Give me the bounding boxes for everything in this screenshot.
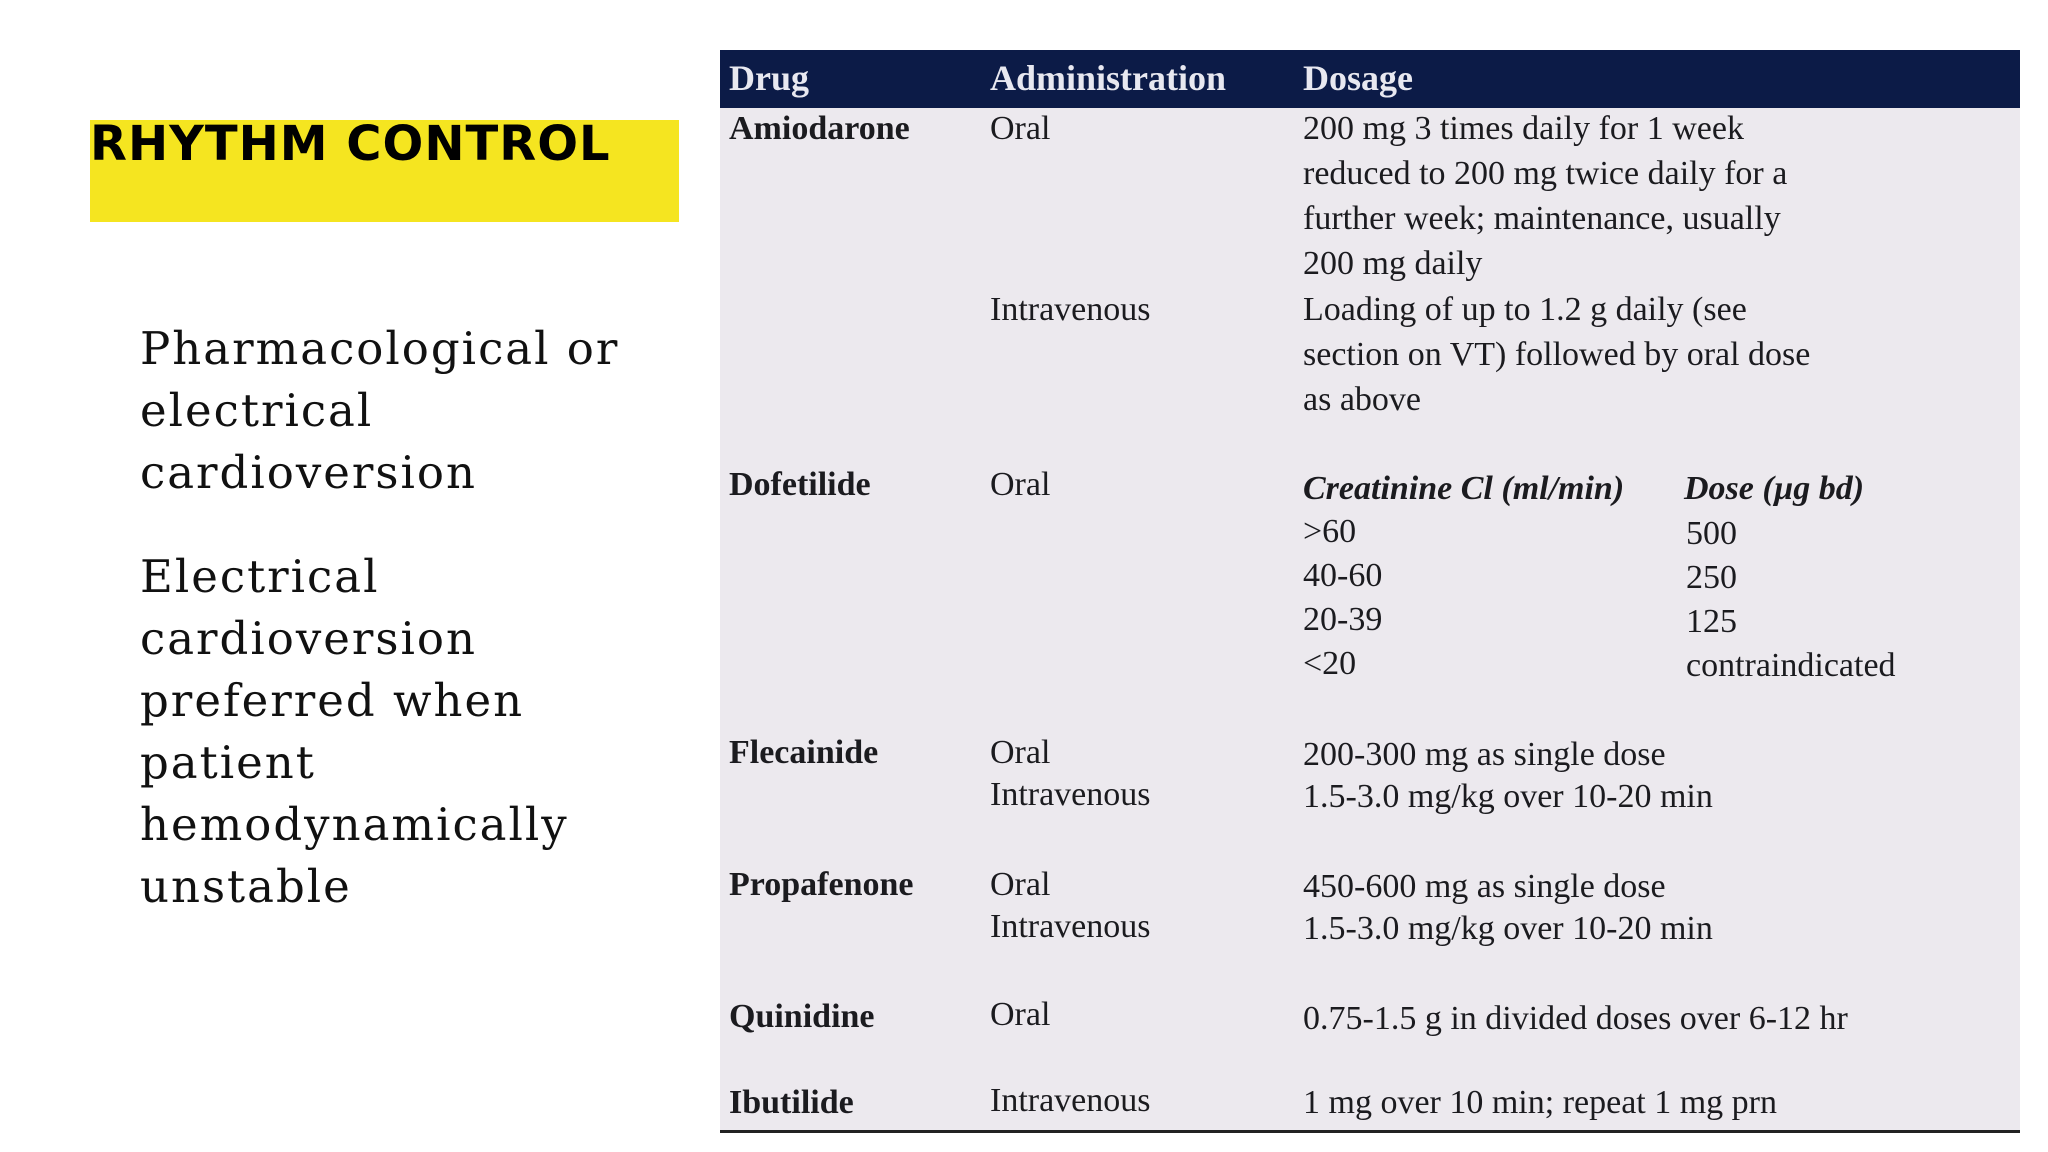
admin-quinidine: Oral [990, 996, 1051, 1033]
drug-propafenone: Propafenone [729, 866, 914, 903]
dofetilide-cl-row-4: <20 [1303, 645, 1357, 682]
dofetilide-cl-row-3: 20-39 [1303, 601, 1383, 638]
bullet-cardioversion-types: Pharmacological or electrical cardioversion [140, 322, 620, 499]
dose-propafenone-iv: 1.5-3.0 mg/kg over 10-20 min [1303, 910, 1713, 947]
table-header-row [720, 50, 2020, 108]
dose-propafenone-oral: 450-600 mg as single dose [1303, 868, 1666, 905]
dose-amiodarone-oral-2: reduced to 200 mg twice daily for a [1303, 155, 1788, 192]
dofetilide-dose-row-2: 250 [1686, 559, 1737, 596]
admin-amiodarone-iv: Intravenous [990, 291, 1151, 328]
drug-flecainide: Flecainide [729, 734, 879, 771]
dose-amiodarone-iv-2: section on VT) followed by oral dose [1303, 336, 1811, 373]
admin-ibutilide: Intravenous [990, 1082, 1151, 1119]
dofetilide-dose-head: Dose (µg bd) [1684, 470, 1865, 507]
table-bottom-rule [720, 1130, 2020, 1133]
dose-amiodarone-oral-1: 200 mg 3 times daily for 1 week [1303, 110, 1744, 147]
bullet-electrical-preferred: Electrical cardioversion preferred when patient hemodynamically unstable [140, 550, 569, 913]
drug-amiodarone: Amiodarone [729, 110, 910, 147]
dofetilide-cl-row-1: >60 [1303, 513, 1357, 550]
dose-flecainide-iv: 1.5-3.0 mg/kg over 10-20 min [1303, 778, 1713, 815]
admin-propafenone-iv: Intravenous [990, 908, 1151, 945]
dofetilide-cl-row-2: 40-60 [1303, 557, 1383, 594]
admin-flecainide-iv: Intravenous [990, 776, 1151, 813]
header-dosage: Dosage [1303, 58, 1413, 98]
dose-ibutilide: 1 mg over 10 min; repeat 1 mg prn [1303, 1084, 1778, 1121]
drug-quinidine: Quinidine [729, 998, 875, 1035]
dose-flecainide-oral: 200-300 mg as single dose [1303, 736, 1666, 773]
admin-amiodarone-oral: Oral [990, 110, 1051, 147]
dose-amiodarone-oral-3: further week; maintenance, usually [1303, 200, 1781, 237]
dose-amiodarone-iv-1: Loading of up to 1.2 g daily (see [1303, 291, 1747, 328]
drug-ibutilide: Ibutilide [729, 1084, 854, 1121]
dofetilide-dose-row-4: contraindicated [1686, 647, 1896, 684]
admin-dofetilide: Oral [990, 466, 1051, 503]
bullet-list [140, 318, 660, 960]
dofetilide-creatinine-head: Creatinine Cl (ml/min) [1303, 470, 1625, 507]
slide-title: RHYTHM CONTROL [90, 116, 611, 172]
admin-flecainide-oral: Oral [990, 734, 1051, 771]
dofetilide-dose-row-3: 125 [1686, 603, 1737, 640]
admin-propafenone-oral: Oral [990, 866, 1051, 903]
drug-dofetilide: Dofetilide [729, 466, 871, 503]
drug-dosage-table [720, 50, 2020, 1132]
header-drug: Drug [729, 58, 809, 98]
dofetilide-dose-row-1: 500 [1686, 515, 1737, 552]
dose-amiodarone-iv-3: as above [1303, 381, 1422, 418]
dose-quinidine: 0.75-1.5 g in divided doses over 6-12 hr [1303, 1000, 1848, 1037]
dose-amiodarone-oral-4: 200 mg daily [1303, 245, 1483, 282]
header-administration: Administration [990, 58, 1227, 98]
